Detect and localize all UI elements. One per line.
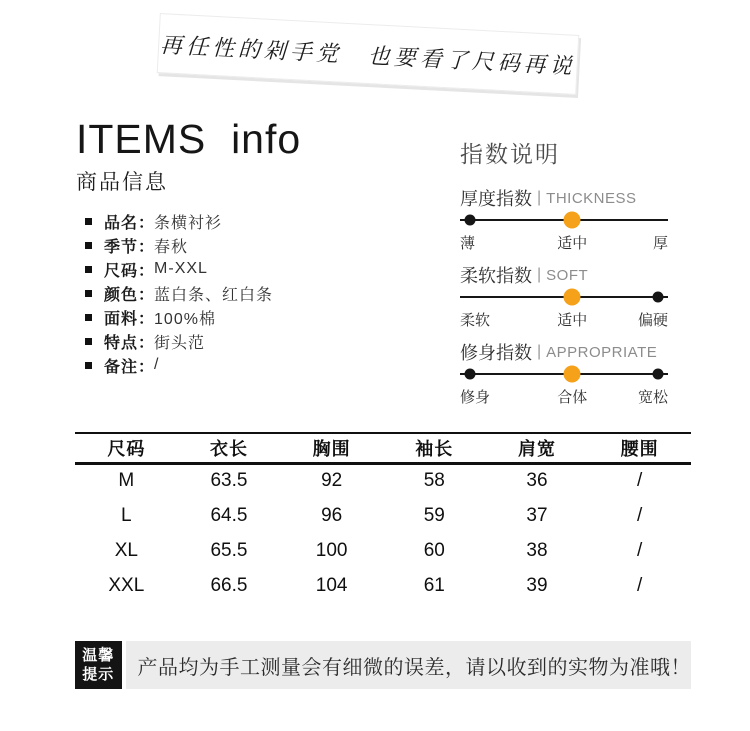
- slider-label-en: THICKNESS: [546, 189, 637, 207]
- info-value: 蓝白条、红白条: [154, 286, 274, 304]
- info-colon: ：: [138, 358, 155, 376]
- size-table-row: [75, 533, 691, 568]
- size-table-header-cell: 袖长: [383, 433, 486, 463]
- info-colon: ：: [138, 310, 155, 328]
- size-table-header-cell: 胸围: [280, 433, 383, 463]
- size-table-cell: 36: [526, 470, 548, 492]
- index-panel: [460, 140, 668, 419]
- product-info-row: [85, 305, 273, 329]
- bullet-square-icon: [85, 314, 92, 321]
- index-slider-group: [460, 342, 668, 406]
- size-table-cell: 38: [526, 539, 548, 561]
- size-table-cell: M: [118, 470, 135, 492]
- size-table-cell: /: [637, 504, 643, 526]
- info-label: 面料: [104, 310, 139, 328]
- bullet-square-icon: [85, 290, 92, 297]
- slider-ticks: [460, 386, 668, 406]
- info-label: 尺码: [104, 262, 139, 280]
- size-table-cell: 92: [321, 470, 343, 492]
- size-table-cell: 64.5: [210, 504, 248, 526]
- size-table-cell: 65.5: [210, 539, 248, 561]
- size-table-cell: XXL: [108, 574, 145, 596]
- notice-badge: [75, 641, 122, 689]
- product-info-row: [85, 353, 273, 377]
- size-table-cell: 59: [423, 504, 445, 526]
- slider-tick-mid: 适中: [557, 312, 588, 329]
- handwritten-banner-card: [157, 13, 580, 95]
- slider-label-divider: |: [537, 266, 542, 283]
- size-table-cell: 100: [315, 539, 348, 561]
- product-info-row: [85, 233, 273, 257]
- size-table-cell: XL: [114, 539, 138, 561]
- size-table-cell: L: [121, 504, 132, 526]
- size-table-head: [75, 433, 691, 463]
- size-table-header-cell: 尺码: [75, 433, 178, 463]
- slider-dot-mid: [564, 289, 581, 306]
- info-label: 季节: [104, 238, 139, 256]
- slider-list: [460, 188, 668, 406]
- info-label: 品名: [104, 214, 139, 232]
- size-table-header-cell: 衣长: [178, 433, 281, 463]
- bullet-square-icon: [85, 362, 92, 369]
- index-slider-group: [460, 188, 668, 252]
- slider-tick-left: 柔软: [460, 312, 491, 329]
- product-info-row: [85, 281, 273, 305]
- info-value: M-XXL: [154, 260, 208, 277]
- page-title-en: ITEMS info: [76, 116, 302, 162]
- banner-text: 再任性的剁手党 也要看了尺码再说: [159, 31, 577, 79]
- slider-label-cn: 修身指数: [460, 343, 532, 363]
- info-colon: ：: [138, 238, 155, 256]
- notice: [75, 641, 691, 689]
- info-label: 备注: [104, 358, 139, 376]
- notice-badge-line1: 温馨: [82, 647, 115, 664]
- size-table-header-cell: 腰围: [588, 433, 691, 463]
- slider-dot-right: [652, 369, 663, 380]
- slider-dot-mid: [564, 366, 581, 383]
- info-value: 春秋: [154, 238, 189, 256]
- info-label: 特点: [104, 334, 139, 352]
- size-table-header-cell: 肩宽: [486, 433, 589, 463]
- size-table-header-row: [75, 433, 691, 463]
- product-info-row: [85, 209, 273, 233]
- slider-tick-mid: 合体: [557, 389, 588, 406]
- size-table-cell: /: [637, 470, 643, 492]
- slider-dot-right: [652, 292, 663, 303]
- slider-label-en: SOFT: [546, 266, 589, 284]
- slider-ticks: [460, 232, 668, 252]
- size-table-cell: 61: [423, 574, 445, 596]
- size-table-cell: 66.5: [210, 574, 248, 596]
- slider-tick-right: 宽松: [637, 389, 668, 406]
- slider-track: [460, 288, 668, 305]
- slider-tick-left: 薄: [460, 235, 476, 252]
- info-value: 街头范: [154, 334, 206, 352]
- size-table-cell: 60: [423, 539, 445, 561]
- slider-ticks: [460, 309, 668, 329]
- info-label: 颜色: [104, 286, 139, 304]
- product-info-list: [85, 209, 273, 377]
- slider-label-divider: |: [537, 189, 542, 206]
- bullet-square-icon: [85, 266, 92, 273]
- size-table-cell: 104: [315, 574, 348, 596]
- slider-tick-left: 修身: [460, 389, 491, 406]
- slider-label-cn: 厚度指数: [460, 189, 532, 209]
- product-info-row: [85, 257, 273, 281]
- info-colon: ：: [138, 286, 155, 304]
- size-table-body: [75, 463, 691, 603]
- slider-dot-left: [465, 215, 476, 226]
- size-table-cell: 58: [423, 470, 445, 492]
- slider-dot-mid: [564, 212, 581, 229]
- notice-text-bar: [126, 641, 692, 689]
- notice-text: 产品均为手工测量会有细微的误差，请以收到的实物为准哦！: [137, 656, 691, 679]
- slider-track: [460, 365, 668, 382]
- slider-tick-right: 厚: [652, 235, 668, 252]
- notice-badge-line2: 提示: [82, 666, 115, 683]
- index-slider-group: [460, 265, 668, 329]
- slider-heading: [460, 265, 668, 285]
- info-value: 100%棉: [154, 310, 216, 328]
- bullet-square-icon: [85, 242, 92, 249]
- info-colon: ：: [138, 334, 155, 352]
- slider-track: [460, 211, 668, 228]
- index-panel-title: 指数说明: [460, 141, 560, 167]
- size-table-cell: 96: [321, 504, 343, 526]
- size-table-row: [75, 463, 691, 498]
- slider-label-cn: 柔软指数: [460, 266, 532, 286]
- size-table-cell: 39: [526, 574, 548, 596]
- bullet-square-icon: [85, 218, 92, 225]
- page-title-cn: 商品信息: [76, 171, 168, 194]
- size-table-row: [75, 498, 691, 533]
- size-table-cell: /: [637, 539, 643, 561]
- info-colon: ：: [138, 262, 155, 280]
- info-value: 条横衬衫: [154, 214, 223, 232]
- product-info-row: [85, 329, 273, 353]
- slider-label-divider: |: [537, 343, 542, 360]
- info-colon: ：: [138, 214, 155, 232]
- size-table-cell: 37: [526, 504, 548, 526]
- slider-dot-left: [465, 369, 476, 380]
- size-table-cell: /: [637, 574, 643, 596]
- info-value: /: [154, 356, 160, 373]
- size-table: [75, 432, 691, 603]
- slider-label-en: APPROPRIATE: [546, 343, 658, 361]
- bullet-square-icon: [85, 338, 92, 345]
- size-table-cell: 63.5: [210, 470, 248, 492]
- slider-heading: [460, 188, 668, 208]
- slider-heading: [460, 342, 668, 362]
- size-table-row: [75, 568, 691, 603]
- slider-tick-mid: 适中: [557, 235, 588, 252]
- slider-tick-right: 偏硬: [637, 312, 668, 329]
